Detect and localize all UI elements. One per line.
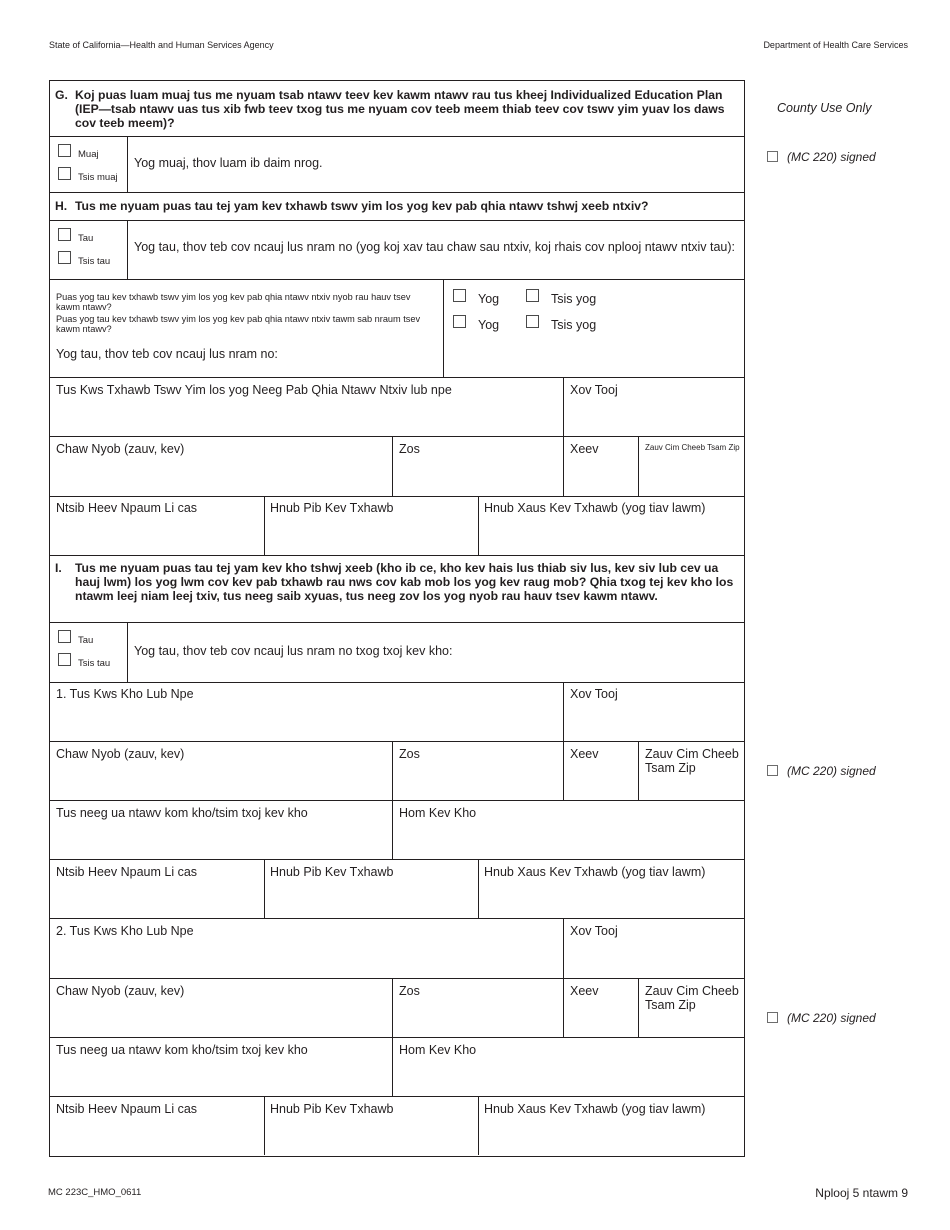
section-h-state-label: Xeev (570, 442, 599, 456)
county-signed-1 (767, 150, 876, 164)
section-g-text: Koj puas luam muaj tus me nyuam tsab ntawv teev kev kawm ntawv rau tus kheej Individualized Education Plan (IEP—tsab ntawv uas tus xib fwb teev txog tus me nyuam cov teeb meem thiab teev cov tswv yim yuav los daws cov teeb meem)? (75, 88, 725, 130)
section-g-no-label: Tsis muaj (78, 172, 118, 183)
therapist1-referrer-label: Tus neeg ua ntawv kom kho/tsim txoj kev kho (56, 806, 308, 820)
section-h-no-checkbox[interactable] (58, 251, 71, 264)
form-grid (49, 80, 745, 1157)
section-h-q2-tsis-yog-label: Tsis yog (551, 318, 597, 332)
section-h-end-date-label: Hnub Xaus Kev Txhawb (yog tiav lawm) (484, 501, 706, 515)
county-signed-label-2: (MC 220) signed (787, 764, 876, 778)
therapist2-phone-label: Xov Tooj (570, 924, 618, 938)
section-i-letter: I. (55, 561, 62, 575)
section-g-yes-label: Muaj (78, 149, 99, 160)
county-signed-checkbox-1[interactable] (767, 151, 778, 162)
section-h-q1-yog-checkbox[interactable] (453, 289, 466, 302)
section-i-no-checkbox[interactable] (58, 653, 71, 666)
section-h-q1-yog-label: Yog (478, 292, 500, 306)
county-signed-checkbox-3[interactable] (767, 1012, 778, 1023)
county-signed-2 (767, 764, 876, 778)
therapist2-therapy-type-label: Hom Kev Kho (399, 1043, 477, 1057)
therapist2-end-date-label: Hnub Xaus Kev Txhawb (yog tiav lawm) (484, 1102, 706, 1116)
section-i-question (55, 561, 739, 603)
section-h-yes-label: Tau (78, 233, 94, 244)
footer-page-number: Nplooj 5 ntawm 9 (815, 1186, 908, 1200)
therapist1-city-label: Zos (399, 747, 420, 761)
section-h-letter: H. (55, 199, 68, 213)
therapist1-zip-label: Zauv Cim Cheeb Tsam Zip (645, 747, 739, 775)
header-department: Department of Health Care Services (763, 40, 908, 50)
therapist2-state-label: Xeev (570, 984, 599, 998)
section-h-sub-q2: Puas yog tau kev txhawb tswv yim los yog kev pab qhia ntawv ntxiv tawm sab nraum tsev kawm ntawv? (56, 314, 421, 334)
section-g-no-checkbox[interactable] (58, 167, 71, 180)
section-h-phone-label: Xov Tooj (570, 383, 618, 397)
section-i-yes-checkbox[interactable] (58, 630, 71, 643)
section-h-sub-q1: Puas yog tau kev txhawb tswv yim los yog kev pab qhia ntawv ntxiv nyob rau hauv tsev kawm ntawv? (56, 292, 411, 312)
header-agency: State of California—Health and Human Services Agency (49, 40, 274, 50)
therapist2-city-label: Zos (399, 984, 420, 998)
therapist1-state-label: Xeev (570, 747, 599, 761)
section-h-q2-yog-label: Yog (478, 318, 500, 332)
section-g-followup: Yog muaj, thov luam ib daim nrog. (134, 156, 323, 170)
section-h-address-label: Chaw Nyob (zauv, kev) (56, 442, 185, 456)
therapist2-start-date-label: Hnub Pib Kev Txhawb (270, 1102, 394, 1116)
county-signed-label-3: (MC 220) signed (787, 1011, 876, 1025)
section-h-text: Tus me nyuam puas tau tej yam kev txhawb tswv yim los yog kev pab qhia ntawv tshwj xeeb ntxiv? (75, 199, 649, 213)
section-h-answer-prompt: Yog tau, thov teb cov ncauj lus nram no: (56, 347, 278, 361)
footer-form-id: MC 223C_HMO_0611 (48, 1187, 142, 1198)
therapist1-frequency-label: Ntsib Heev Npaum Li cas (56, 865, 198, 879)
section-h-city-label: Zos (399, 442, 420, 456)
therapist2-referrer-label: Tus neeg ua ntawv kom kho/tsim txoj kev kho (56, 1043, 308, 1057)
therapist1-address-label: Chaw Nyob (zauv, kev) (56, 747, 185, 761)
section-h-q2-tsis-yog-checkbox[interactable] (526, 315, 539, 328)
section-i-yes-label: Tau (78, 635, 94, 646)
section-h-followup: Yog tau, thov teb cov ncauj lus nram no (yog koj xav tau chaw sau ntxiv, koj rhais cov nplooj ntawv ntxiv tau): (134, 240, 736, 254)
section-i-followup: Yog tau, thov teb cov ncauj lus nram no txog txoj kev kho: (134, 644, 453, 658)
section-h-frequency-label: Ntsib Heev Npaum Li cas (56, 501, 198, 515)
section-i-no-label: Tsis tau (78, 658, 111, 669)
section-h-q1-tsis-yog-label: Tsis yog (551, 292, 597, 306)
section-h-zip-label: Zauv Cim Cheeb Tsam Zip (645, 443, 740, 452)
section-i-text: Tus me nyuam puas tau tej yam kev kho tshwj xeeb (kho ib ce, kho kev hais lus thiab siv lus, kev siv lub cev ua hauj lwm) los yog lwm cov kev pab txhawb rau nws cov kab mob los yog kev raug mob? Qhia txog tej kev kho los ntawm leej niam leej txiv, tus neeg saib xyuas, tus neeg zov los yog nyob rau hauv tsev kawm ntawv. (75, 561, 734, 603)
section-h-no-label: Tsis tau (78, 256, 111, 267)
therapist2-zip-label: Zauv Cim Cheeb Tsam Zip (645, 984, 739, 1012)
therapist2-frequency-label: Ntsib Heev Npaum Li cas (56, 1102, 198, 1116)
county-signed-checkbox-2[interactable] (767, 765, 778, 776)
section-g-question (55, 88, 739, 130)
county-signed-label-1: (MC 220) signed (787, 150, 876, 164)
therapist1-start-date-label: Hnub Pib Kev Txhawb (270, 865, 394, 879)
therapist2-name-label: 2. Tus Kws Kho Lub Npe (56, 924, 194, 938)
therapist2-address-label: Chaw Nyob (zauv, kev) (56, 984, 185, 998)
county-use-title: County Use Only (777, 101, 872, 115)
section-g-letter: G. (55, 88, 68, 102)
section-h-q1-tsis-yog-checkbox[interactable] (526, 289, 539, 302)
therapist1-phone-label: Xov Tooj (570, 687, 618, 701)
section-h-provider-name-label: Tus Kws Txhawb Tswv Yim los yog Neeg Pab Qhia Ntawv Ntxiv lub npe (56, 383, 452, 397)
section-h-yes-checkbox[interactable] (58, 228, 71, 241)
section-h-q2-yog-checkbox[interactable] (453, 315, 466, 328)
section-h-question (55, 199, 739, 213)
therapist1-name-label: 1. Tus Kws Kho Lub Npe (56, 687, 194, 701)
section-g-yes-checkbox[interactable] (58, 144, 71, 157)
section-h-start-date-label: Hnub Pib Kev Txhawb (270, 501, 394, 515)
therapist1-end-date-label: Hnub Xaus Kev Txhawb (yog tiav lawm) (484, 865, 706, 879)
county-signed-3 (767, 1011, 876, 1025)
therapist1-therapy-type-label: Hom Kev Kho (399, 806, 477, 820)
